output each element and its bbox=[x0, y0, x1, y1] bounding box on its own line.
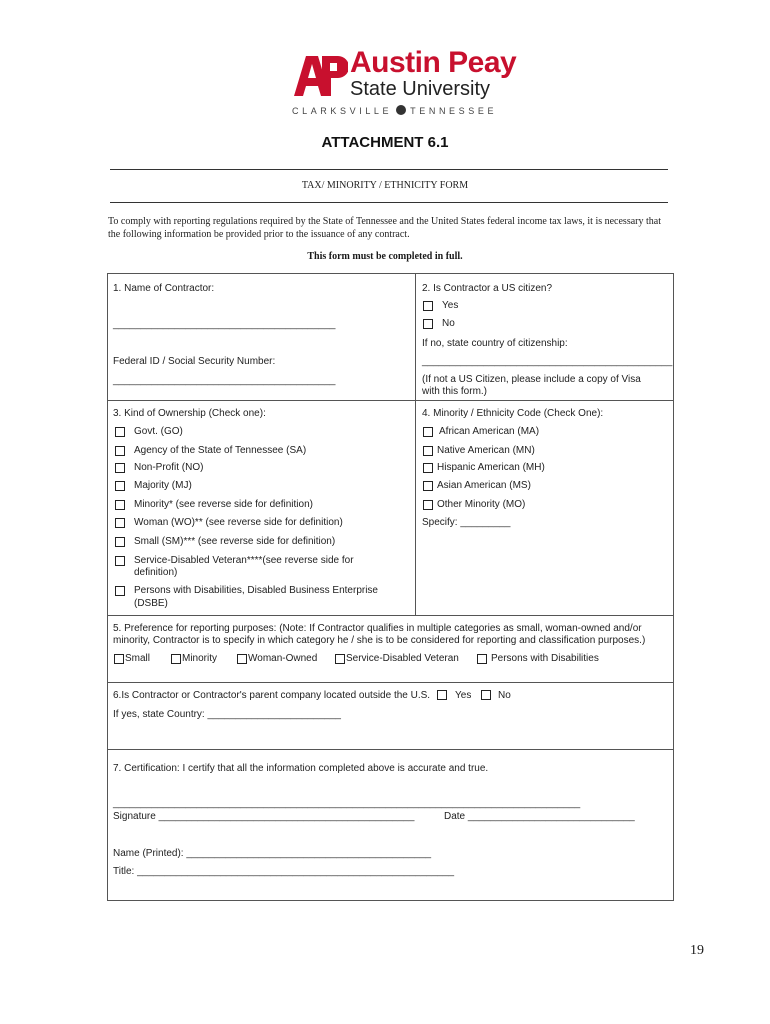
ownership-checkbox[interactable] bbox=[115, 481, 125, 491]
university-logo bbox=[292, 46, 517, 125]
printed-name-field[interactable]: Name (Printed): ____________________________________________ bbox=[113, 848, 432, 859]
ownership-checkbox[interactable] bbox=[115, 537, 125, 547]
ownership-checkbox[interactable] bbox=[115, 427, 125, 437]
logo-name-line1: Austin Peay bbox=[350, 46, 517, 79]
federal-id-label: Federal ID / Social Security Number: bbox=[113, 356, 276, 367]
citizen-yes-checkbox[interactable] bbox=[423, 301, 433, 311]
preference-note-line2: minority, Contractor is to specify in which category he / she is to be considered for reporting and classification purposes.) bbox=[113, 635, 646, 646]
ownership-option: Non-Profit (NO) bbox=[134, 462, 204, 473]
ownership-label: 3. Kind of Ownership (Check one): bbox=[113, 408, 266, 419]
ownership-checkbox[interactable] bbox=[115, 463, 125, 473]
preference-option: Small bbox=[125, 653, 151, 664]
ownership-option-continued: definition) bbox=[134, 567, 178, 578]
ownership-option: Persons with Disabilities, Disabled Business Enterprise bbox=[134, 585, 378, 596]
date-field[interactable]: Date ______________________________ bbox=[444, 811, 635, 822]
signature-top-line: ____________________________________________________________________________________ bbox=[113, 798, 581, 809]
preference-checkbox-minority[interactable] bbox=[171, 654, 181, 664]
outside-us-no-checkbox[interactable] bbox=[481, 690, 491, 700]
signature-field[interactable]: Signature ______________________________________________ bbox=[113, 811, 415, 822]
ownership-option: Woman (WO)** (see reverse side for definition) bbox=[134, 517, 343, 528]
divider-top bbox=[110, 169, 668, 170]
ownership-option: Govt. (GO) bbox=[134, 426, 183, 437]
ownership-checkbox[interactable] bbox=[115, 446, 125, 456]
intro-paragraph: To comply with reporting regulations required by the State of Tennessee and the United States federal income tax laws, it is necessary that the following information be provided prior to the issuance of any contract. bbox=[108, 216, 661, 240]
ethnicity-checkbox[interactable] bbox=[423, 446, 433, 456]
ownership-option-continued: (DSBE) bbox=[134, 598, 168, 609]
row-divider-2 bbox=[107, 615, 673, 616]
row-divider-4 bbox=[107, 749, 673, 750]
tristar-icon bbox=[396, 105, 406, 115]
visa-note-line1: (If not a US Citizen, please include a copy of Visa bbox=[422, 374, 641, 385]
ownership-option: Majority (MJ) bbox=[134, 480, 192, 491]
contractor-name-label: 1. Name of Contractor: bbox=[113, 283, 215, 294]
citizenship-country-label: If no, state country of citizenship: bbox=[422, 338, 568, 349]
attachment-title: ATTACHMENT 6.1 bbox=[321, 134, 449, 151]
ethnicity-checkbox[interactable] bbox=[423, 427, 433, 437]
outside-us-country-field[interactable]: If yes, state Country: ________________________ bbox=[113, 709, 341, 720]
outside-us-yes-checkbox[interactable] bbox=[437, 690, 447, 700]
ethnicity-option: Hispanic American (MH) bbox=[437, 462, 545, 473]
preference-checkbox-disabilities[interactable] bbox=[477, 654, 487, 664]
ethnicity-checkbox[interactable] bbox=[423, 463, 433, 473]
ownership-checkbox[interactable] bbox=[115, 556, 125, 566]
contractor-name-field[interactable]: ________________________________________ bbox=[113, 319, 336, 330]
citizenship-country-field[interactable]: _____________________________________________ bbox=[422, 356, 673, 367]
federal-id-field[interactable]: ________________________________________ bbox=[113, 375, 336, 386]
preference-option: Service-Disabled Veteran bbox=[346, 653, 459, 664]
ap-logo-mark-icon bbox=[292, 54, 348, 98]
must-complete-note: This form must be completed in full. bbox=[307, 251, 463, 262]
preference-checkbox-small[interactable] bbox=[114, 654, 124, 664]
logo-state: TENNESSEE bbox=[410, 106, 498, 116]
logo-name-line2: State University bbox=[350, 78, 491, 100]
ethnicity-checkbox[interactable] bbox=[423, 481, 433, 491]
ownership-option: Agency of the State of Tennessee (SA) bbox=[134, 445, 307, 456]
ownership-checkbox[interactable] bbox=[115, 500, 125, 510]
title-field[interactable]: Title: _________________________________________________________ bbox=[113, 866, 455, 877]
ownership-option: Service-Disabled Veteran****(see reverse side for bbox=[134, 555, 354, 566]
preference-checkbox-woman-owned[interactable] bbox=[237, 654, 247, 664]
preference-note-line1: 5. Preference for reporting purposes: (Note: If Contractor qualifies in multiple categories as small, woman-owned and/or bbox=[113, 623, 642, 634]
preference-option: Minority bbox=[182, 653, 218, 664]
logo-location bbox=[292, 105, 497, 116]
column-divider bbox=[415, 273, 416, 615]
logo-city: CLARKSVILLE bbox=[292, 106, 393, 116]
row-divider-1 bbox=[107, 400, 673, 401]
citizen-no-label: No bbox=[442, 318, 455, 329]
page-number: 19 bbox=[690, 943, 704, 958]
us-citizen-label: 2. Is Contractor a US citizen? bbox=[422, 283, 553, 294]
ethnicity-label: 4. Minority / Ethnicity Code (Check One): bbox=[422, 408, 604, 419]
ownership-option: Minority* (see reverse side for definition) bbox=[134, 499, 313, 510]
visa-note-line2: with this form.) bbox=[422, 386, 488, 397]
ethnicity-specify-field[interactable]: Specify: _________ bbox=[422, 517, 511, 528]
row-divider-3 bbox=[107, 682, 673, 683]
ownership-option: Small (SM)*** (see reverse side for definition) bbox=[134, 536, 336, 547]
ownership-checkbox[interactable] bbox=[115, 586, 125, 596]
citizen-no-checkbox[interactable] bbox=[423, 319, 433, 329]
certification-statement: 7. Certification: I certify that all the information completed above is accurate and true. bbox=[113, 763, 489, 774]
divider-bottom bbox=[110, 202, 668, 203]
preference-option: Persons with Disabilities bbox=[491, 653, 599, 664]
preference-option: Woman-Owned bbox=[248, 653, 318, 664]
ethnicity-option: Native American (MN) bbox=[437, 445, 535, 456]
outside-us-no-label: No bbox=[498, 690, 511, 701]
ethnicity-option: Other Minority (MO) bbox=[437, 499, 526, 510]
form-title: TAX/ MINORITY / ETHNICITY FORM bbox=[301, 180, 469, 191]
ethnicity-option: African American (MA) bbox=[439, 426, 540, 437]
outside-us-yes-label: Yes bbox=[455, 690, 472, 701]
preference-checkbox-veteran[interactable] bbox=[335, 654, 345, 664]
citizen-yes-label: Yes bbox=[442, 300, 459, 311]
ethnicity-checkbox[interactable] bbox=[423, 500, 433, 510]
outside-us-label: 6.Is Contractor or Contractor's parent company located outside the U.S. bbox=[113, 690, 431, 701]
ownership-checkbox[interactable] bbox=[115, 518, 125, 528]
ethnicity-option: Asian American (MS) bbox=[437, 480, 531, 491]
